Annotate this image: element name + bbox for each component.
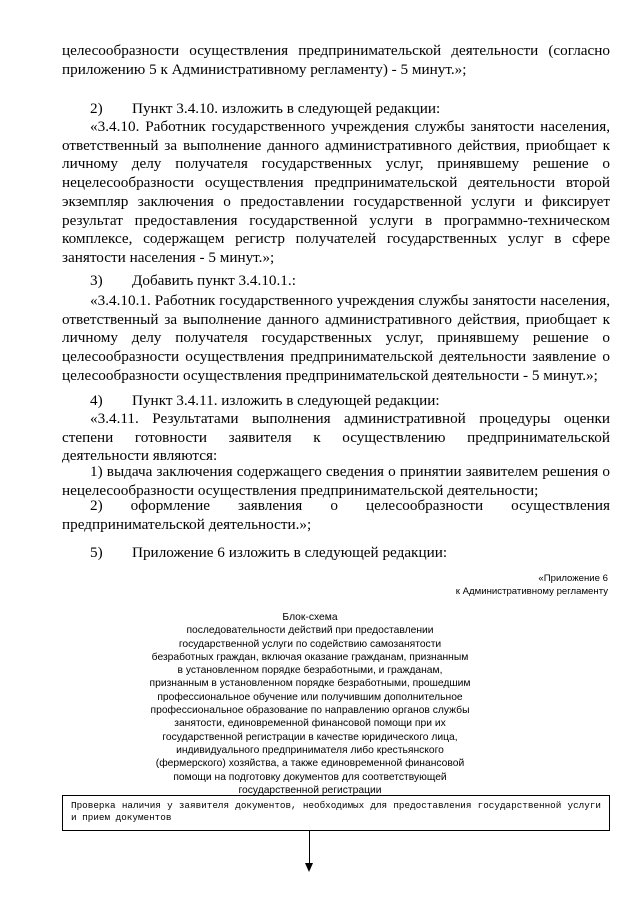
appendix-line-2: к Административному регламенту (455, 586, 608, 597)
block-scheme-line: в установленном порядке безработными, и гражданам, (177, 665, 443, 677)
item-4-number: 4) (90, 392, 103, 409)
block-scheme-line: государственной регистрации (238, 784, 382, 796)
item-2-heading-text: Пункт 3.4.10. изложить в следующей редакции: (132, 100, 441, 117)
item-4-sub-2: 2) оформление заявления о целесообразности осуществления предпринимательской деятельности.»; (62, 497, 610, 533)
appendix-line-1: «Приложение 6 (538, 573, 608, 584)
item-3-number: 3) (90, 272, 103, 289)
block-scheme-heading (140, 611, 480, 797)
top-continuation-paragraph: целесообразности осуществления предпринимательской деятельности (согласно приложению 5 к Административному регламенту) - 5 минут.»; (62, 42, 610, 78)
block-scheme-line: занятости, единовременной финансовой помощи при их (174, 718, 446, 730)
item-4-paragraph: «3.4.11. Результатами выполнения административной процедуры оценки степени готовности заявителя к осуществлению предпринимательской деятельности являются: (62, 410, 610, 465)
block-scheme-line: (фермерского) хозяйства, а также единовременной финансовой (155, 758, 465, 770)
flowchart-arrow-line (309, 831, 310, 867)
block-scheme-line: индивидуального предпринимателя либо крестьянского (176, 744, 444, 756)
block-scheme-line: профессиональное обучение или получившим дополнительное (157, 691, 463, 703)
block-scheme-line: признанным в установленном порядке безработными, прошедшим (149, 678, 471, 690)
item-5-heading-text: Приложение 6 изложить в следующей редакции: (132, 544, 448, 561)
item-5-number: 5) (90, 544, 103, 561)
item-2-number: 2) (90, 100, 103, 117)
block-scheme-line: государственной регистрации в качестве юридического лица, (162, 731, 458, 743)
item-3-heading (90, 272, 296, 291)
block-scheme-line: безработных граждан, включая оказание гражданам, признанным (151, 651, 469, 663)
block-scheme-line: профессиональное образование по направлению органов службы (150, 705, 470, 717)
block-scheme-line: последовательности действий при предоставлении (186, 625, 434, 637)
arrow-down-icon (305, 863, 313, 872)
block-scheme-title: Блок-схема (282, 612, 338, 623)
flowchart-step-box (62, 795, 610, 831)
item-4-heading (90, 392, 440, 411)
item-2-paragraph: «3.4.10. Работник государственного учреждения службы занятости населения, ответственный за выполнение данного административного действия, приобщает к личному делу получателя государственных услуг, принявшему решение о нецелесообразности осуществления предпринимательской деятельности второй экземпляр заключения о предоставлении государственной услуги и фиксирует результат предоставления государственной услуги в программно-техническом комплексе, содержащем регистр получателей государственных услуг в сфере занятости населения - 5 минут.»; (62, 118, 610, 266)
item-2-heading (90, 100, 440, 119)
item-4-heading-text: Пункт 3.4.11. изложить в следующей редакции: (132, 392, 440, 409)
block-scheme-line: помощи на подготовку документов для соответствующей (173, 771, 447, 783)
item-4-sub-1: 1) выдача заключения содержащего сведения о принятии заявителем решения о нецелесообразности осуществления предпринимательской деятельности; (62, 463, 610, 499)
item-5-heading (90, 544, 447, 563)
block-scheme-line: государственной услуги по содействию самозанятости (178, 638, 442, 650)
appendix-reference (456, 572, 608, 598)
item-3-paragraph: «3.4.10.1. Работник государственного учреждения службы занятости населения, ответственный за выполнение данного административного действия, приобщает к личному делу получателя государственных услуг, принявшему решение о целесообразности осуществления предпринимательской деятельности заявление о целесообразности осуществления предпринимательской деятельности - 5 минут.»; (62, 292, 610, 384)
item-3-heading-text: Добавить пункт 3.4.10.1.: (132, 272, 296, 289)
flowchart-step-text: Проверка наличия у заявителя документов, необходимых для предоставления государственной услуги и прием документов (71, 800, 601, 823)
